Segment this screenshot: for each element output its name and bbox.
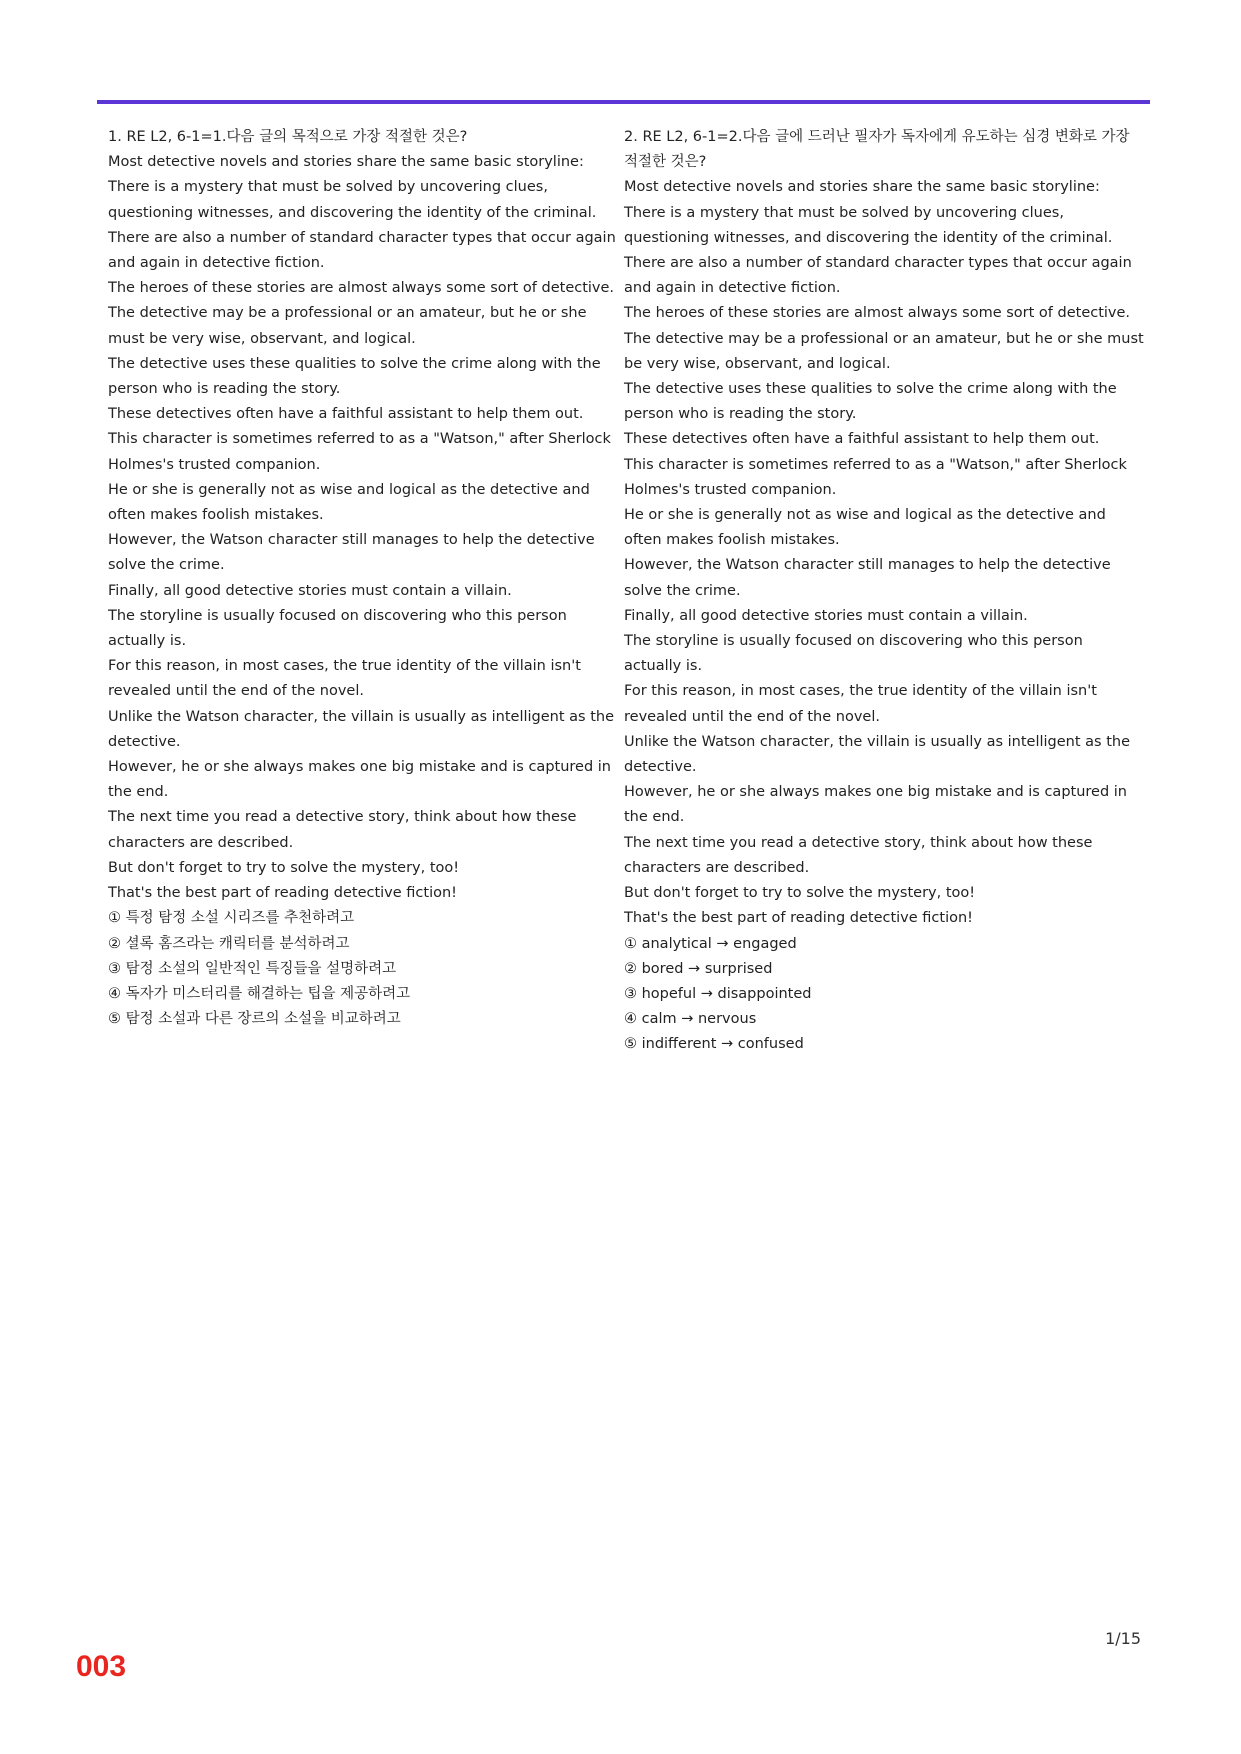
passage-line: He or she is generally not as wise and logical as the detective and often makes foolish mistakes. (624, 507, 1106, 549)
passage-line: Finally, all good detective stories must contain a villain. (108, 582, 512, 599)
answer-option[interactable]: ⑤ 탐정 소설과 다른 장르의 소설을 비교하려고 (108, 1011, 401, 1028)
page-code: 003 (76, 1650, 127, 1683)
passage-line: There is a mystery that must be solved by uncovering clues, questioning witnesses, and discovering the identity of the criminal. (624, 204, 1113, 246)
passage-line: The detective may be a professional or an amateur, but he or she must be very wise, observant, and logical. (624, 330, 1144, 372)
passage-line: Unlike the Watson character, the villain is usually as intelligent as the detective. (108, 708, 614, 750)
page-number: 1/15 (1105, 1629, 1141, 1648)
question-1 (108, 125, 618, 1032)
passage-line: These detectives often have a faithful assistant to help them out. (108, 406, 584, 423)
passage-line: Finally, all good detective stories must contain a villain. (624, 607, 1028, 624)
passage-line: However, he or she always makes one big mistake and is captured in the end. (108, 759, 611, 801)
question-title: 2. RE L2, 6-1=2.다음 글에 드러난 필자가 독자에게 유도하는 심경 변화로 가장 적절한 것은? (624, 129, 1130, 171)
passage-line: But don't forget to try to solve the mystery, too! (624, 885, 976, 902)
passage-line: For this reason, in most cases, the true identity of the villain isn't revealed until the end of the novel. (624, 683, 1097, 725)
answer-option[interactable]: ② bored → surprised (624, 960, 773, 977)
answer-option[interactable]: ⑤ indifferent → confused (624, 1036, 804, 1053)
passage-line: He or she is generally not as wise and logical as the detective and often makes foolish mistakes. (108, 481, 590, 524)
header-rule (97, 100, 1150, 104)
passage-line: Unlike the Watson character, the villain is usually as intelligent as the detective. (624, 733, 1130, 776)
passage-line: However, the Watson character still manages to help the detective solve the crime. (624, 557, 1111, 599)
passage-line: These detectives often have a faithful assistant to help them out. (624, 431, 1100, 448)
answer-option[interactable]: ④ calm → nervous (624, 1011, 757, 1028)
passage-line: This character is sometimes referred to as a "Watson," after Sherlock Holmes's trusted companion. (624, 456, 1127, 498)
answer-options (108, 906, 618, 1032)
passage-line: The detective uses these qualities to solve the crime along with the person who is reading the story. (108, 355, 601, 398)
passage-line: There are also a number of standard character types that occur again and again in detective fiction. (108, 229, 616, 272)
passage-line: However, the Watson character still manages to help the detective solve the crime. (108, 532, 595, 574)
question-title: 1. RE L2, 6-1=1.다음 글의 목적으로 가장 적절한 것은? (108, 129, 468, 145)
answer-option[interactable]: ① 특정 탐정 소설 시리즈를 추천하려고 (108, 910, 355, 927)
answer-option[interactable]: ③ hopeful → disappointed (624, 985, 812, 1002)
passage-line: There are also a number of standard character types that occur again and again in detective fiction. (624, 255, 1132, 297)
answer-options (624, 932, 1144, 1058)
passage-line: The next time you read a detective story, think about how these characters are described. (108, 809, 577, 851)
passage-line: This character is sometimes referred to as a "Watson," after Sherlock Holmes's trusted companion. (108, 431, 611, 473)
passage-line: That's the best part of reading detective fiction! (108, 885, 457, 902)
passage-line: But don't forget to try to solve the mystery, too! (108, 859, 460, 876)
question-2 (624, 125, 1144, 1058)
passage-line: Most detective novels and stories share the same basic storyline: (108, 154, 584, 171)
answer-option[interactable]: ④ 독자가 미스터리를 해결하는 팁을 제공하려고 (108, 985, 411, 1002)
passage-line: Most detective novels and stories share the same basic storyline: (624, 179, 1100, 196)
passage (108, 150, 618, 906)
passage-line: For this reason, in most cases, the true identity of the villain isn't revealed until the end of the novel. (108, 658, 581, 700)
passage-line: The heroes of these stories are almost always some sort of detective. (624, 305, 1131, 322)
answer-option[interactable]: ① analytical → engaged (624, 935, 797, 952)
answer-option[interactable]: ③ 탐정 소설의 일반적인 특징들을 설명하려고 (108, 960, 397, 977)
passage-line: The detective may be a professional or an amateur, but he or she must be very wise, observant, and logical. (108, 305, 587, 347)
passage-line: The storyline is usually focused on discovering who this person actually is. (108, 607, 567, 650)
passage-line: However, he or she always makes one big mistake and is captured in the end. (624, 784, 1127, 826)
passage-line: The storyline is usually focused on discovering who this person actually is. (624, 633, 1083, 675)
passage-line: The next time you read a detective story, think about how these characters are described. (624, 834, 1093, 876)
answer-option[interactable]: ② 셜록 홈즈라는 캐릭터를 분석하려고 (108, 935, 350, 952)
passage-line: That's the best part of reading detective fiction! (624, 910, 973, 927)
passage-line: The detective uses these qualities to solve the crime along with the person who is reading the story. (624, 381, 1117, 423)
passage-line: The heroes of these stories are almost always some sort of detective. (108, 280, 615, 297)
passage-line: There is a mystery that must be solved by uncovering clues, questioning witnesses, and discovering the identity of the criminal. (108, 179, 597, 221)
passage (624, 175, 1144, 931)
